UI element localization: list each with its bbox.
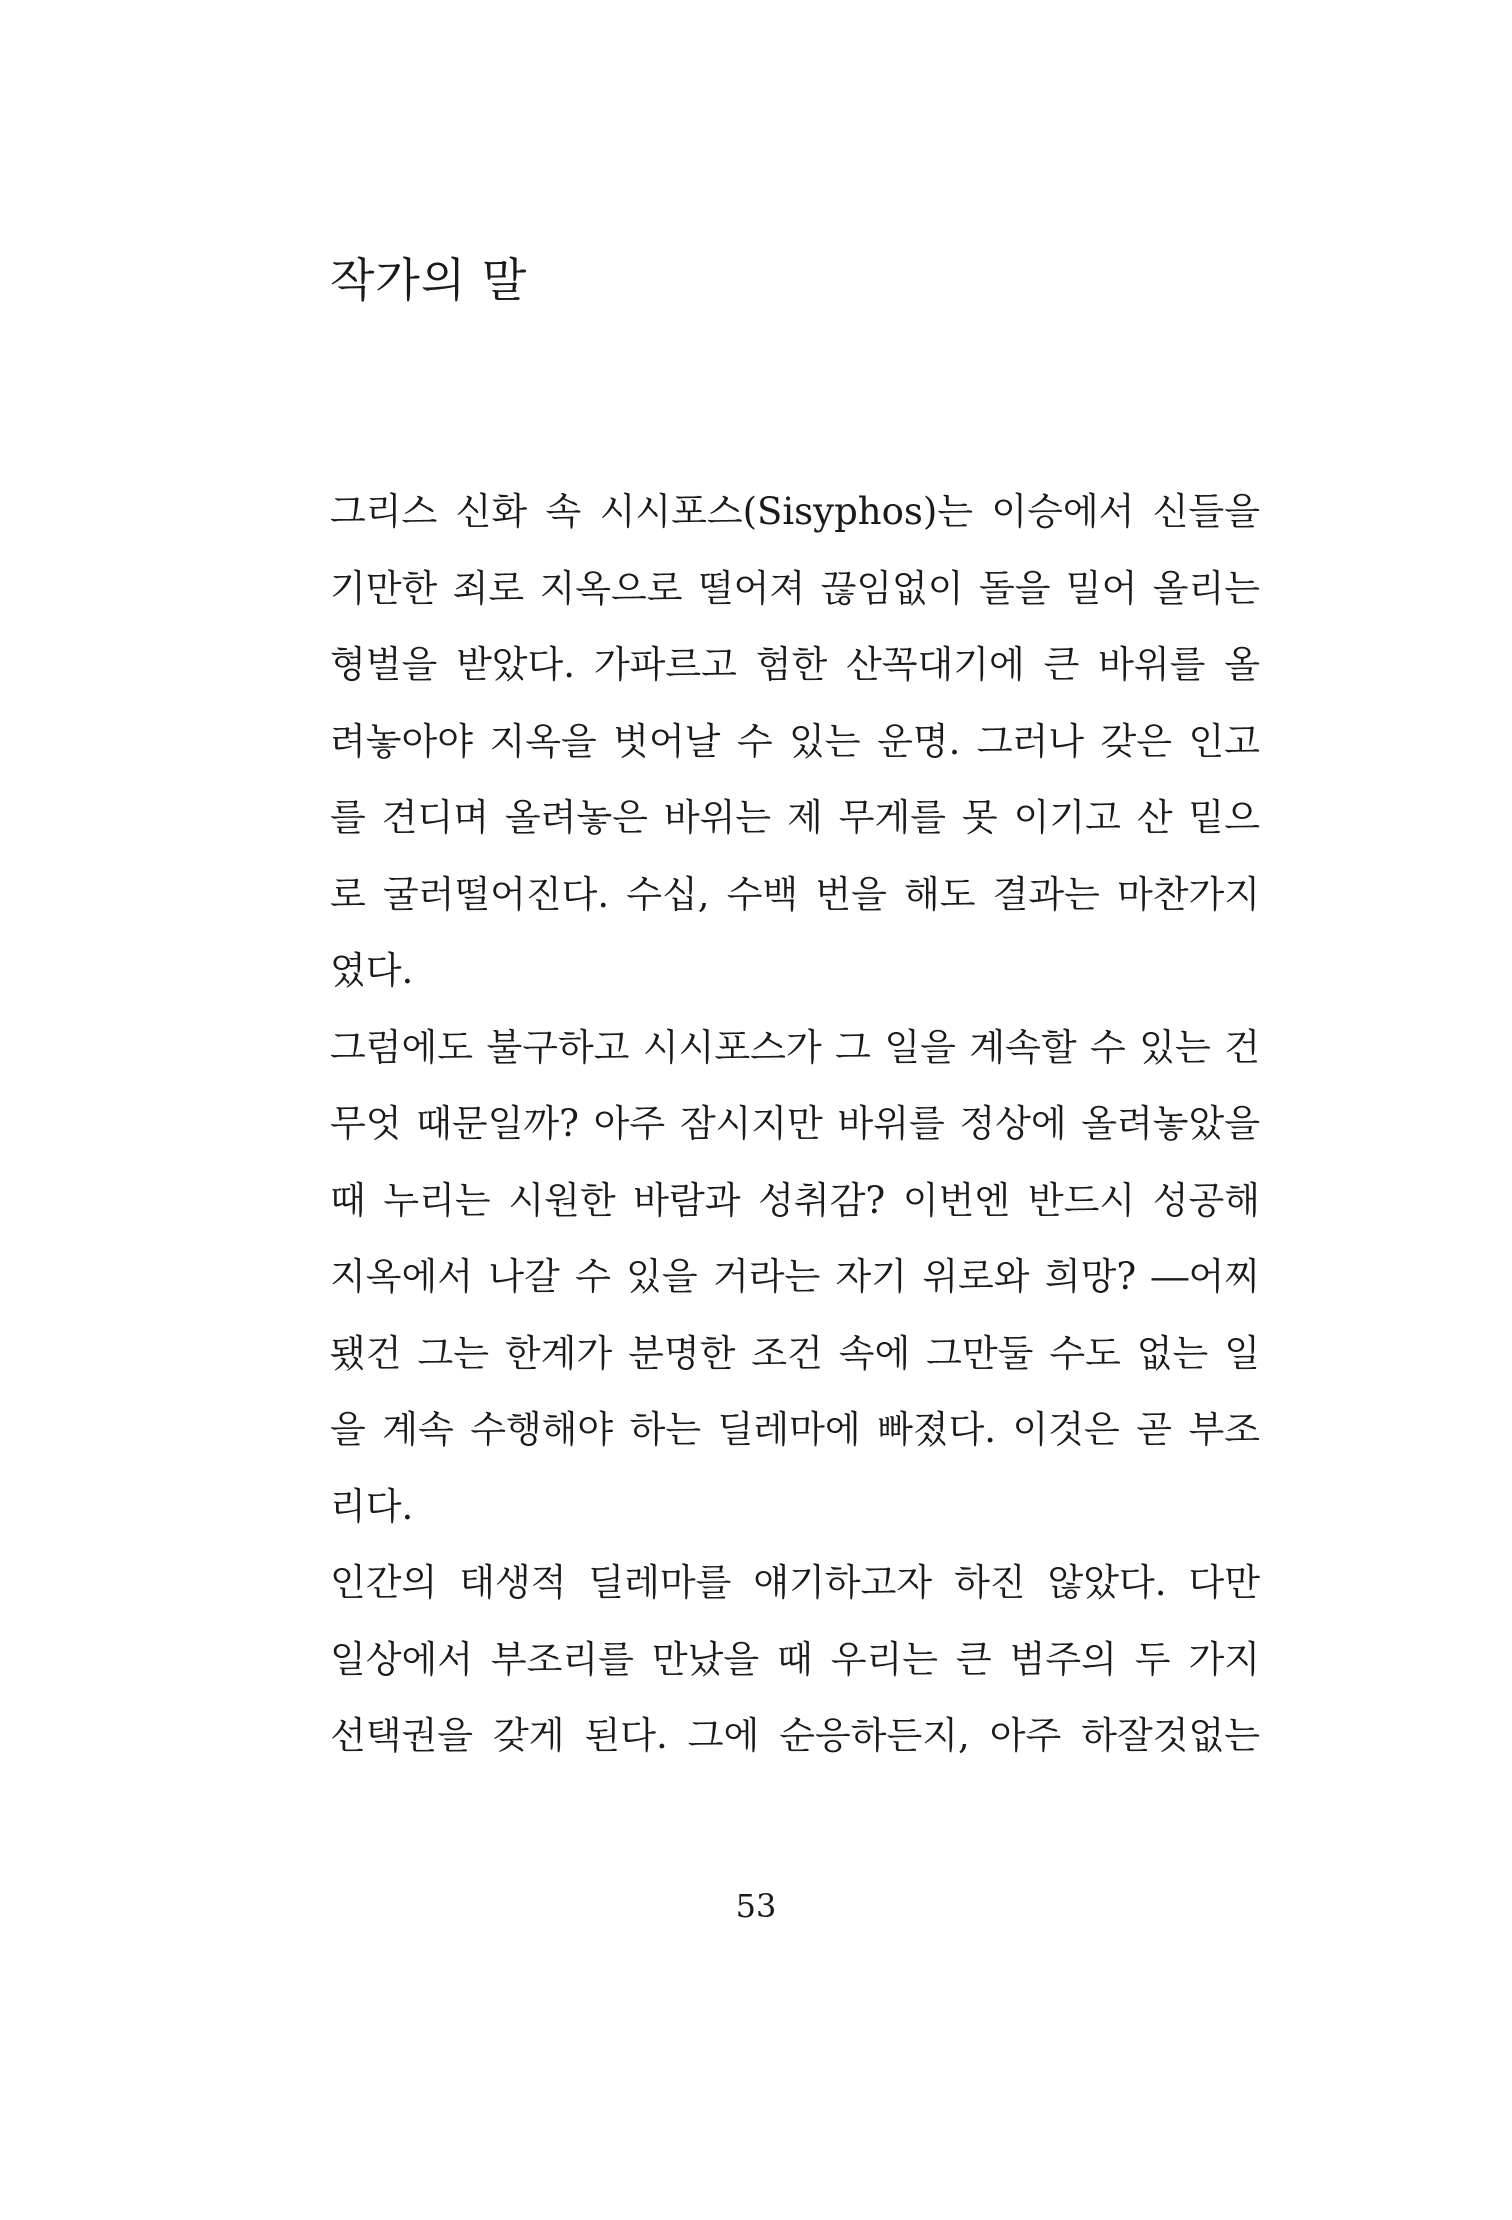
text-line: 선택권을 갖게 된다. 그에 순응하든지, 아주 하잘것없는 (330, 1714, 1260, 1757)
text-line: 인간의 태생적 딜레마를 얘기하고자 하진 않았다. 다만 (330, 1561, 1260, 1604)
text-line: 일상에서 부조리를 만났을 때 우리는 큰 범주의 두 가지 (330, 1637, 1260, 1681)
text-line: 였다. (330, 949, 414, 992)
text-line: 그럼에도 불구하고 시시포스가 그 일을 계속할 수 있는 건 (330, 1025, 1260, 1069)
text-line: 때 누리는 시원한 바람과 성취감? 이번엔 반드시 성공해 (330, 1178, 1260, 1222)
page-title: 작가의 말 (330, 253, 528, 307)
text-line: 를 견디며 올려놓은 바위는 제 무게를 못 이기고 산 밑으 (330, 796, 1260, 839)
text-line: 형벌을 받았다. 가파르고 험한 산꼭대기에 큰 바위를 올 (330, 643, 1260, 686)
page-number: 53 (735, 1887, 777, 1925)
text-line: 리다. (330, 1484, 414, 1528)
text-line: 려놓아야 지옥을 벗어날 수 있는 운명. 그러나 갖은 인고 (330, 719, 1260, 763)
text-line: 지옥에서 나갈 수 있을 거라는 자기 위로와 희망? ―어찌 (330, 1255, 1260, 1298)
text-line: 됐건 그는 한계가 분명한 조건 속에 그만둘 수도 없는 일 (330, 1331, 1260, 1375)
text-line: 무엇 때문일까? 아주 잠시지만 바위를 정상에 올려놓았을 (330, 1102, 1260, 1145)
text-line: 을 계속 수행해야 하는 딜레마에 빠졌다. 이것은 곧 부조 (330, 1408, 1260, 1451)
text-line: 기만한 죄로 지옥으로 떨어져 끊임없이 돌을 밀어 올리는 (330, 566, 1260, 610)
text-line: 그리스 신화 속 시시포스(Sisyphos)는 이승에서 신들을 (330, 490, 1260, 533)
body-text (330, 474, 1260, 1775)
text-line: 로 굴러떨어진다. 수십, 수백 번을 해도 결과는 마찬가지 (330, 872, 1260, 916)
